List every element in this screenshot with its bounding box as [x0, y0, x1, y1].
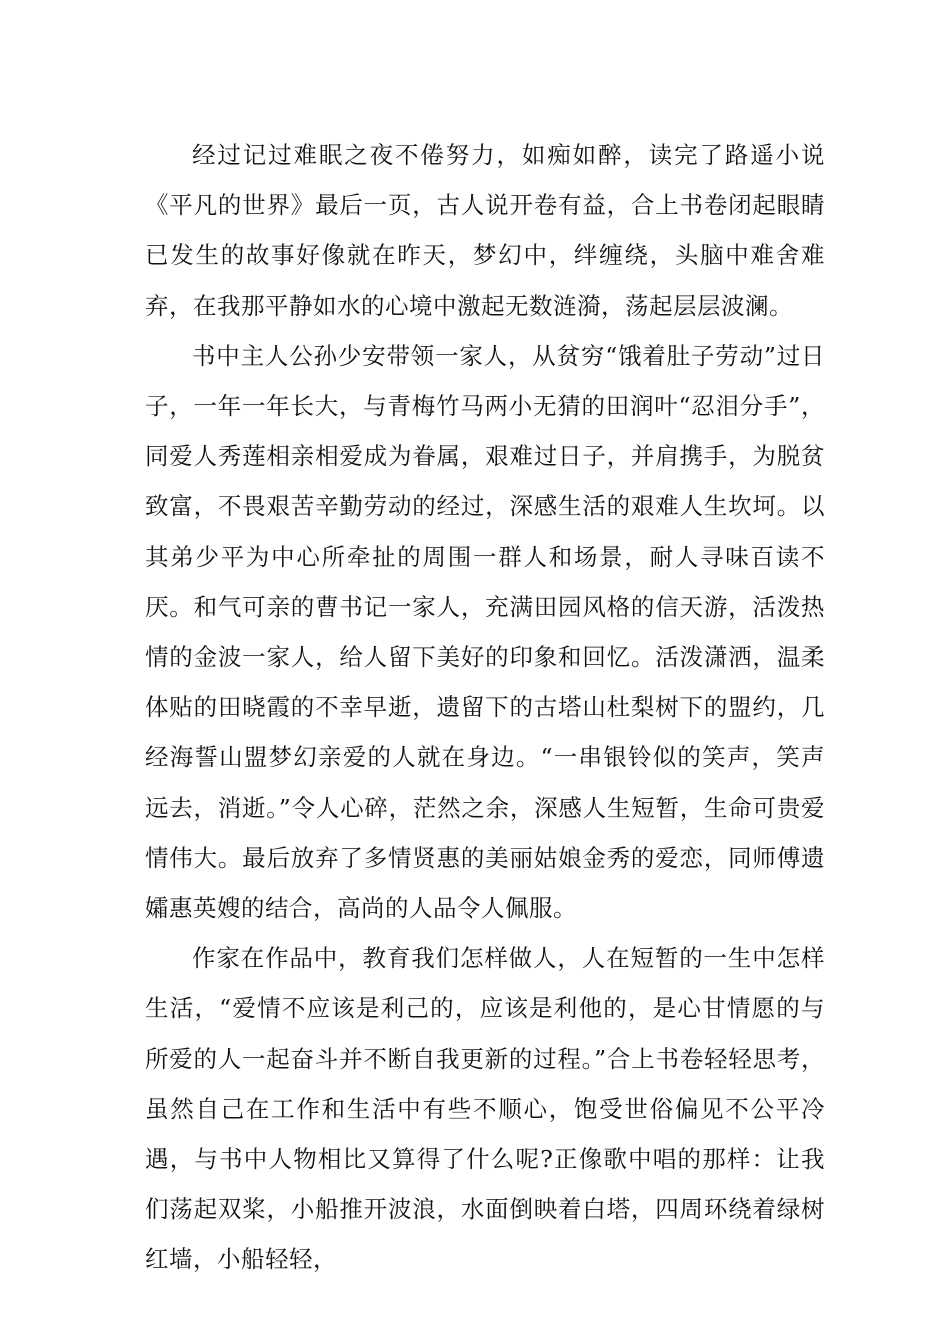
paragraph-3: 作家在作品中，教育我们怎样做人，人在短暂的一生中怎样生活，“爱情不应该是利己的，应该是利他的，是心甘情愿的与所爱的人一起奋斗并不断自我更新的过程。”合上书卷轻轻思考，虽然自己在工作和生活中有些不顺心，饱受世俗偏见不公平冷遇，与书中人物相比又算得了什么呢?正像歌中唱的那样：让我们荡起双桨，小船推开波浪，水面倒映着白塔，四周环绕着绿树红墙，小船轻轻， — [145, 944, 825, 1274]
paragraph-2: 书中主人公孙少安带领一家人，从贫穷“饿着肚子劳动”过日子，一年一年长大，与青梅竹马两小无猜的田润叶“忍泪分手”，同爱人秀莲相亲相爱成为眷属，艰难过日子，并肩携手，为脱贫致富，不畏艰苦辛勤劳动的经过，深感生活的艰难人生坎坷。以其弟少平为中心所牵扯的周围一群人和场景，耐人寻味百读不厌。和气可亲的曹书记一家人，充满田园风格的信天游，活泼热情的金波一家人，给人留下美好的印象和回忆。活泼潇洒，温柔体贴的田晓霞的不幸早逝，遗留下的古塔山杜梨树下的盟约，几经海誓山盟梦幻亲爱的人就在身边。“一串银铃似的笑声，笑声远去，消逝。”令人心碎，茫然之余，深感人生短暂，生命可贵爱情伟大。最后放弃了多情贤惠的美丽姑娘金秀的爱恋，同师傅遗孀惠英嫂的结合，高尚的人品令人佩服。 — [145, 341, 825, 923]
paragraph-1: 经过记过难眠之夜不倦努力，如痴如醉，读完了路遥小说《平凡的世界》最后一页，古人说开卷有益，合上书卷闭起眼睛已发生的故事好像就在昨天，梦幻中，绊缠绕，头脑中难舍难弃，在我那平静如水的心境中激起无数涟漪，荡起层层波澜。 — [145, 141, 825, 320]
document-body — [145, 130, 825, 1285]
